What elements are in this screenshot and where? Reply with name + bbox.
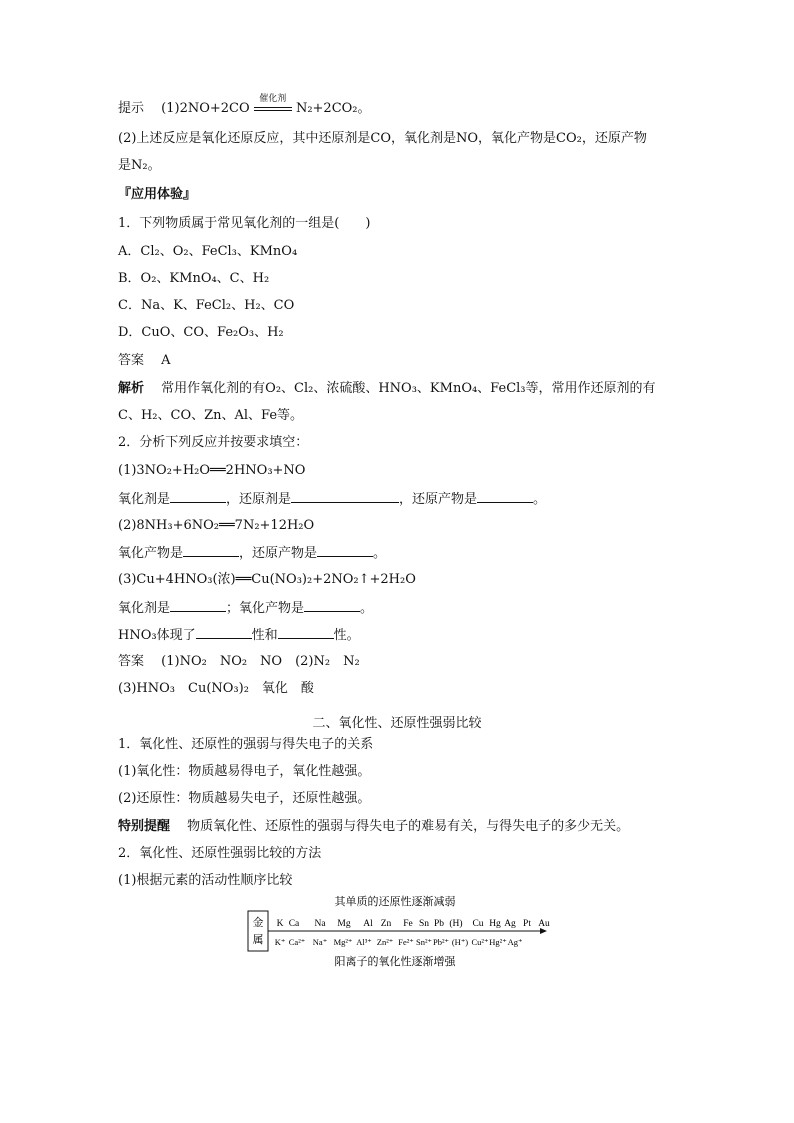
q2-answer-1	[118, 653, 360, 671]
hint-line-1	[118, 94, 371, 118]
ion-symbol: Cu²⁺	[471, 937, 489, 947]
q2-stem: 2．分析下列反应并按要求填空：	[118, 435, 309, 450]
s2-method-1: (1)根据元素的活动性顺序比较	[118, 873, 293, 888]
q2-reaction-1: (1)3NO₂+H₂O══2HNO₃+NO	[118, 463, 306, 478]
answer-label: 答案	[118, 654, 145, 669]
fill-text: 。	[373, 546, 387, 561]
metal-symbol: Zn	[380, 919, 392, 929]
metal-symbol: Fe	[403, 919, 413, 929]
q2-reaction-3: (3)Cu+4HNO₃(浓)══Cu(NO₃)₂+2NO₂↑+2H₂O	[118, 572, 416, 587]
fill-text: ；氧化产物是	[226, 601, 305, 616]
metal-symbol: Sn	[418, 919, 430, 929]
ion-symbol: Sn²⁺	[415, 937, 433, 947]
metal-symbol: (H)	[449, 919, 463, 929]
ion-symbol: Zn²⁺	[376, 937, 394, 947]
s1-oxidizing: (1)氧化性：物质越易得电子，氧化性越强。	[118, 764, 371, 779]
blank[interactable]	[291, 490, 399, 503]
blank[interactable]	[170, 599, 226, 612]
q2-fill-2	[118, 544, 386, 563]
box-label-1: 金	[252, 917, 264, 929]
ion-row	[275, 937, 523, 947]
ion-symbol: Ca²⁺	[288, 937, 306, 947]
metal-symbol: Ag	[504, 919, 516, 929]
metal-symbol: Hg	[489, 919, 501, 929]
blank[interactable]	[183, 544, 239, 557]
q1-stem: 1．下列物质属于常见氧化剂的一组是( )	[118, 216, 371, 231]
metal-symbol: Ca	[288, 919, 300, 929]
ion-symbol: Al³⁺	[356, 937, 372, 947]
metal-symbol: Pt	[523, 919, 531, 929]
bottom-label: 阳离子的氧化性逐渐增强	[334, 956, 456, 968]
fill-text: ，还原产物是	[399, 492, 478, 507]
ion-symbol: Pb²⁺	[432, 937, 450, 947]
q1-option-c: C．Na、K、FeCl₂、H₂、CO	[118, 298, 295, 313]
catalyst-arrow	[254, 94, 292, 118]
ion-symbol: Hg²⁺	[489, 937, 507, 947]
ion-symbol: Fe²⁺	[398, 937, 414, 947]
activity-series-diagram	[240, 893, 560, 973]
q2-fill-4	[118, 626, 360, 645]
q1-answer	[118, 352, 171, 370]
metal-symbol: Na	[314, 919, 326, 929]
q2-fill-1	[118, 490, 546, 509]
metal-symbol: Mg	[337, 919, 351, 929]
ion-symbol: Ag⁺	[507, 937, 523, 947]
hint-reaction-left: (1)2NO+2CO	[161, 101, 250, 116]
q2-fill-3	[118, 599, 373, 618]
fill-text: 氧化产物是	[118, 546, 184, 561]
metal-symbol: Au	[538, 919, 550, 929]
q2-reaction-2: (2)8NH₃+6NO₂══7N₂+12H₂O	[118, 518, 315, 533]
analysis-text: 常用作氧化剂的有O₂、Cl₂、浓硫酸、HNO₃、KMnO₄、FeCl₃等，常用作还原剂的有	[161, 381, 656, 396]
tip-text: 物质氧化性、还原性的强弱与得失电子的难易有关，与得失电子的多少无关。	[187, 819, 630, 834]
hint-reaction-right: N₂+2CO₂。	[295, 101, 371, 116]
answer-label: 答案	[118, 353, 145, 368]
section-2-title: 二、氧化性、还原性强弱比较	[312, 716, 482, 731]
blank[interactable]	[196, 626, 252, 639]
section-application: 『应用体验』	[118, 187, 197, 202]
fill-text: ，还原剂是	[226, 492, 292, 507]
tip-line	[118, 818, 629, 836]
metal-symbol: Cu	[472, 919, 484, 929]
metal-symbol: Al	[363, 919, 373, 929]
fill-text: 。	[360, 601, 374, 616]
answer-value: A	[161, 353, 171, 368]
metal-row	[277, 918, 550, 929]
hint-line-2: (2)上述反应是氧化还原反应，其中还原剂是CO，氧化剂是NO，氧化产物是CO₂，还原产物	[118, 131, 647, 146]
answer-value: (1)NO₂ NO₂ NO (2)N₂ N₂	[161, 654, 360, 669]
tip-label: 特别提醒	[118, 819, 171, 834]
blank[interactable]	[278, 626, 334, 639]
ion-symbol: Mg²⁺	[333, 937, 353, 947]
ion-symbol: K⁺	[274, 937, 286, 947]
fill-text: 氧化剂是	[118, 492, 171, 507]
metal-symbol: K	[276, 919, 284, 929]
fill-text: 性。	[333, 628, 360, 643]
s1-reducing: (2)还原性：物质越易失电子，还原性越强。	[118, 791, 371, 806]
q1-analysis-1	[118, 380, 656, 398]
fill-text: HNO₃体现了	[118, 628, 196, 643]
q1-option-a: A．Cl₂、O₂、FeCl₃、KMnO₄	[118, 244, 298, 259]
q1-analysis-2: C、H₂、CO、Zn、Al、Fe等。	[118, 408, 304, 423]
blank[interactable]	[317, 544, 373, 557]
fill-text: 性和	[251, 628, 278, 643]
box-label-2: 属	[252, 934, 264, 946]
blank[interactable]	[304, 599, 360, 612]
fill-text: ，还原产物是	[239, 546, 318, 561]
fill-text: 氧化剂是	[118, 601, 171, 616]
q1-option-b: B．O₂、KMnO₄、C、H₂	[118, 271, 270, 286]
s1-heading: 1．氧化性、还原性的强弱与得失电子的关系	[118, 737, 374, 752]
analysis-label: 解析	[118, 381, 145, 396]
s2-heading: 2．氧化性、还原性强弱比较的方法	[118, 846, 322, 861]
blank[interactable]	[170, 490, 226, 503]
blank[interactable]	[477, 490, 533, 503]
q2-answer-2: (3)HNO₃ Cu(NO₃)₂ 氧化 酸	[118, 681, 314, 696]
q1-option-d: D．CuO、CO、Fe₂O₃、H₂	[118, 325, 284, 340]
ion-symbol: (H⁺)	[451, 937, 469, 947]
metal-symbol: Pb	[433, 919, 445, 929]
hint-line-3: 是N₂。	[118, 158, 161, 173]
catalyst-label: 催化剂	[259, 94, 287, 104]
hint-label: 提示	[118, 101, 145, 116]
ion-symbol: Na⁺	[312, 937, 328, 947]
fill-text: 。	[533, 492, 547, 507]
top-label: 其单质的还原性逐渐减弱	[334, 896, 456, 908]
